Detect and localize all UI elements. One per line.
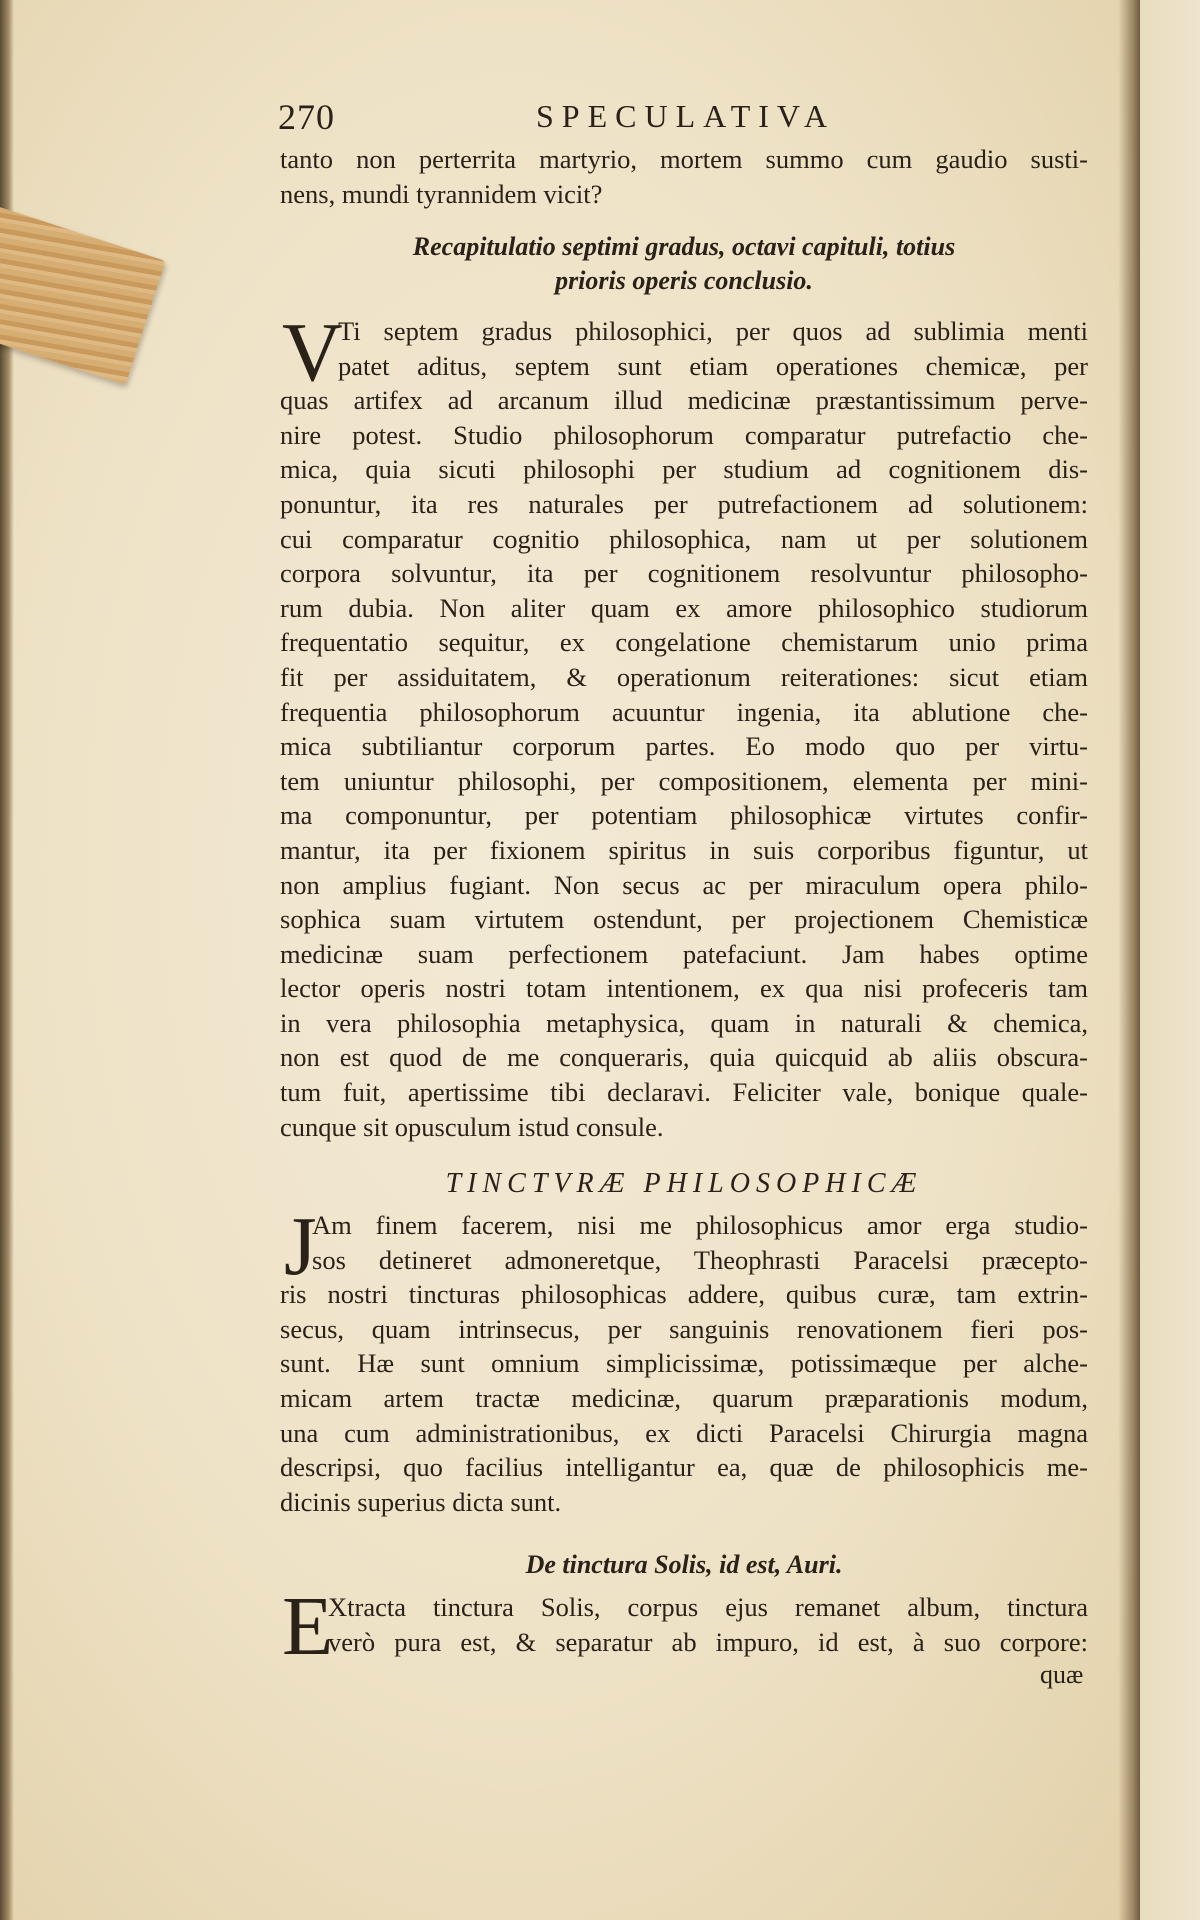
- text-line: quas artifex ad arcanum illud medicinæ præstantissimum perve-: [280, 385, 1088, 416]
- running-head: SPECULATIVA: [536, 98, 835, 134]
- text-line: cui comparatur cognitio philosophica, nam ut per solutionem: [280, 523, 1088, 554]
- sub-heading: De tinctura Solis, id est, Auri.: [525, 1550, 843, 1579]
- text-line: ma componuntur, per potentiam philosophicæ virtutes confir-: [280, 800, 1088, 831]
- text-line: ris nostri tincturas philosophicas addere, quibus curæ, tam extrin-: [280, 1279, 1088, 1310]
- text-line: dicinis superius dicta sunt.: [280, 1486, 562, 1517]
- book-gutter: [1118, 0, 1140, 1920]
- section-title: TINCTVRÆ PHILOSOPHICÆ: [445, 1168, 923, 1199]
- text-line: nens, mundi tyrannidem vicit?: [280, 178, 603, 209]
- text-line: cunque sit opusculum istud consule.: [280, 1111, 664, 1142]
- text-line: non amplius fugiant. Non secus ac per miraculum opera philo-: [280, 869, 1088, 900]
- text-line: patet aditus, septem sunt etiam operationes chemicæ, per: [338, 350, 1088, 381]
- text-line: frequentia philosophorum acuuntur ingenia, ita ablutione che-: [280, 696, 1088, 727]
- heading-line: prioris operis conclusio.: [555, 266, 813, 295]
- text-line: ponuntur, ita res naturales per putrefactionem ad solutionem:: [280, 488, 1088, 519]
- text-line: tem uniuntur philosophi, per compositionem, elementa per mini-: [280, 765, 1088, 796]
- page-number: 270: [278, 97, 335, 137]
- drop-capital: J: [284, 1200, 317, 1293]
- text-line: mica, quia sicuti philosophi per studium ad cognitionem dis-: [280, 454, 1088, 485]
- text-line: rum dubia. Non aliter quam ex amore philosophico studiorum: [280, 592, 1088, 623]
- text-line: sos detineret admoneretque, Theophrasti Paracelsi præcepto-: [312, 1244, 1088, 1275]
- text-line: fit per assiduitatem, & operationum reiterationes: sicut etiam: [280, 661, 1088, 692]
- text-line: medicinæ suam perfectionem patefaciunt. Jam habes optime: [280, 938, 1088, 969]
- drop-capital: V: [282, 306, 343, 399]
- text-line: tanto non perterrita martyrio, mortem summo cum gaudio susti-: [280, 144, 1088, 174]
- text-line: una cum administrationibus, ex dicti Paracelsi Chirurgia magna: [280, 1417, 1088, 1448]
- text-line: in vera philosophia metaphysica, quam in naturali & chemica,: [280, 1007, 1088, 1038]
- text-line: frequentatio sequitur, ex congelatione chemistarum unio prima: [280, 627, 1088, 658]
- text-line: verò pura est, & separatur ab impuro, id est, à suo corpore:: [328, 1626, 1088, 1657]
- text-line: Am finem facerem, nisi me philosophicus amor erga studio-: [312, 1210, 1088, 1240]
- paragraph-tinctures: [280, 1200, 1088, 1519]
- text-line: micam artem tractæ medicinæ, quarum præparationis modum,: [280, 1382, 1088, 1413]
- paragraph-recapitulation: [280, 306, 1088, 1144]
- text-line: secus, quam intrinsecus, per sanguinis renovationem fieri pos-: [280, 1313, 1088, 1344]
- text-line: descripsi, quo facilius intelligantur ea, quæ de philosophicis me-: [280, 1452, 1088, 1483]
- drop-capital: E: [282, 1580, 334, 1673]
- recapitulation-heading: [280, 230, 1088, 298]
- text-line: sunt. Hæ sunt omnium simplicissimæ, potissimæque per alche-: [280, 1348, 1088, 1379]
- text-line: non est quod de me conqueraris, quia quicquid ab aliis obscura-: [280, 1042, 1088, 1073]
- paragraph-gold-tincture: [280, 1590, 1088, 1659]
- text-line: Xtracta tinctura Solis, corpus ejus remanet album, tinctura: [328, 1592, 1088, 1622]
- text-line: lector operis nostri totam intentionem, ex qua nisi profeceris tam: [280, 973, 1088, 1004]
- continuation-text: [280, 142, 1088, 211]
- text-line: nire potest. Studio philosophorum comparatur putrefactio che-: [280, 419, 1088, 450]
- facing-page-edge: [1140, 0, 1200, 1920]
- text-line: corpora solvuntur, ita per cognitionem resolvuntur philosopho-: [280, 558, 1088, 589]
- text-line: Ti septem gradus philosophici, per quos ad sublimia menti: [338, 316, 1088, 346]
- text-line: mica subtiliantur corporum partes. Eo modo quo per virtu-: [280, 731, 1088, 762]
- text-line: sophica suam virtutem ostendunt, per projectionem Chemisticæ: [280, 904, 1088, 935]
- heading-line: Recapitulatio septimi gradus, octavi capituli, totius: [412, 232, 956, 261]
- catchword: quæ: [1040, 1660, 1084, 1689]
- page-header: [278, 96, 835, 140]
- text-line: tum fuit, apertissime tibi declaravi. Feliciter vale, bonique quale-: [280, 1077, 1088, 1108]
- text-line: mantur, ita per fixionem spiritus in suis corporibus figuntur, ut: [280, 834, 1088, 865]
